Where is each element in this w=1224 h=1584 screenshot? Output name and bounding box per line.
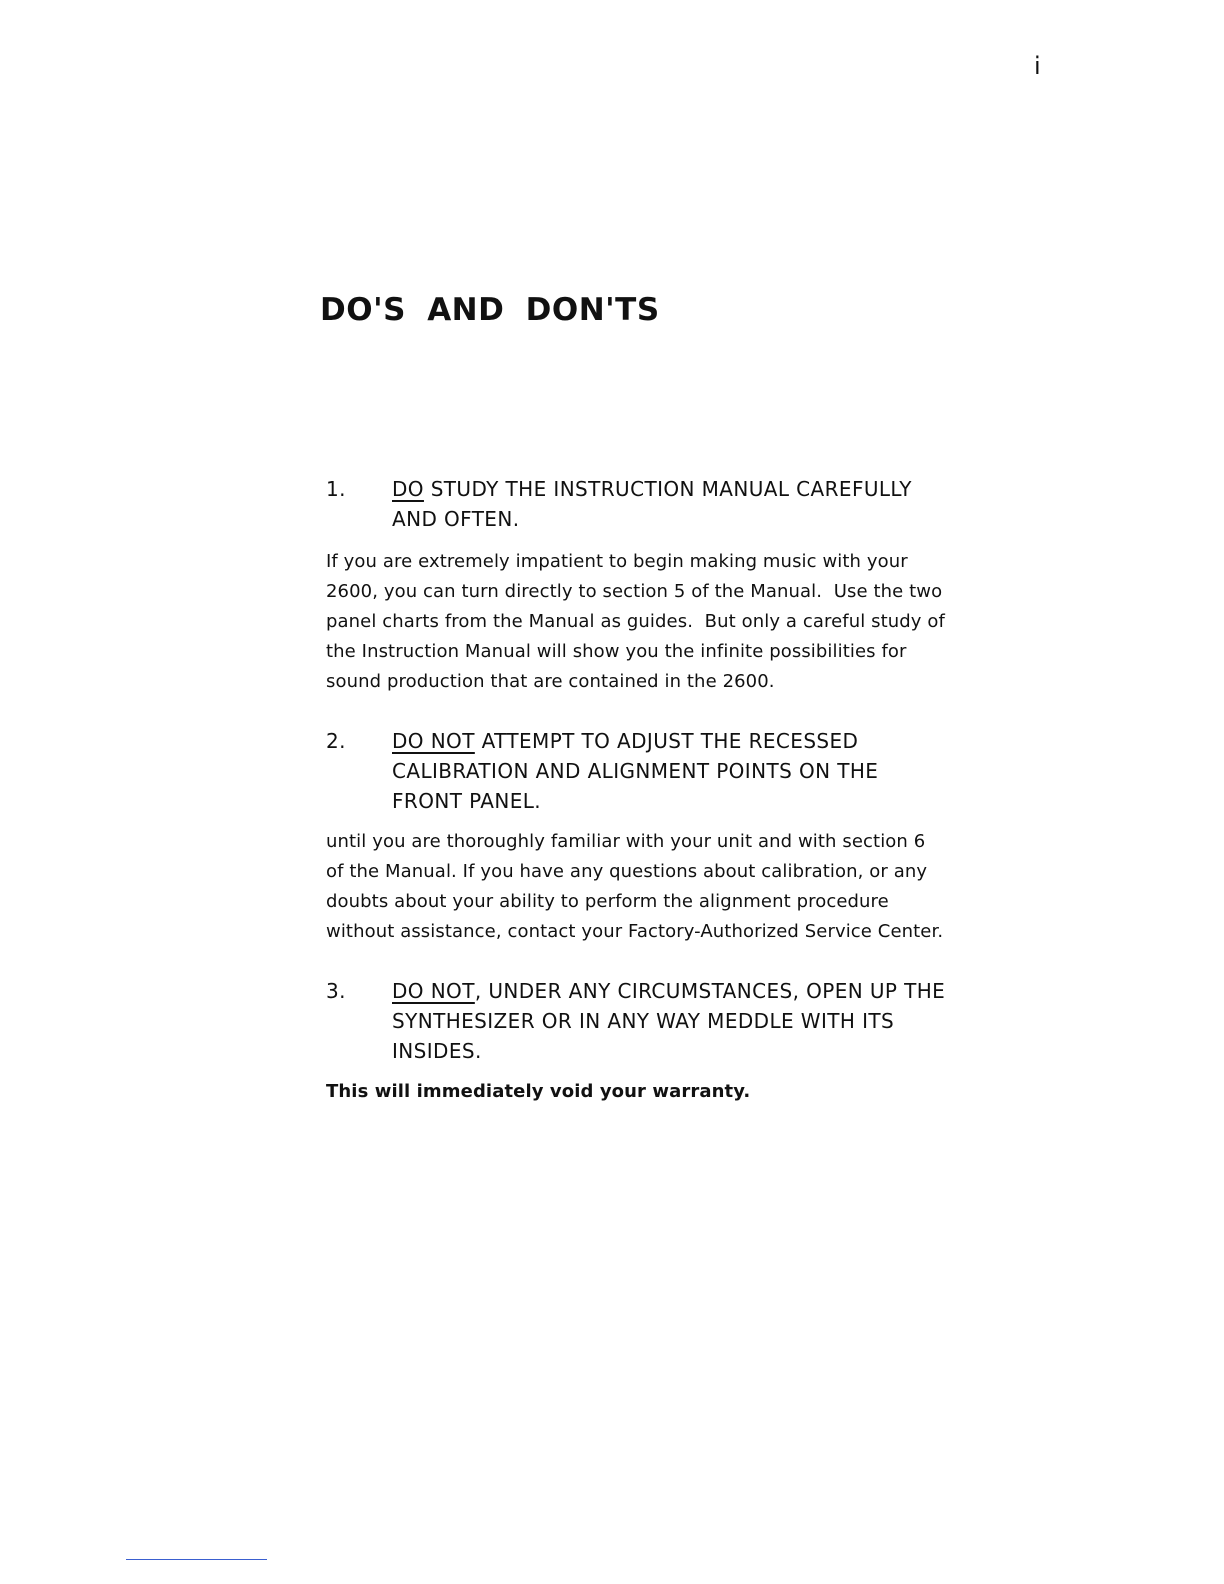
item-number: 2. <box>326 729 346 753</box>
item-number: 3. <box>326 979 346 1003</box>
item-number: 1. <box>326 477 346 501</box>
item-heading <box>326 474 1006 534</box>
item-heading <box>326 976 1006 1066</box>
body-line: until you are thoroughly familiar with your unit and with section 6 <box>326 831 926 852</box>
item-1 <box>326 474 1006 697</box>
item-body <box>326 827 1006 947</box>
emphasis-do-not: DO NOT <box>392 729 475 753</box>
heading-text-line2: CALIBRATION AND ALIGNMENT POINTS ON THE <box>392 759 879 783</box>
body-line: panel charts from the Manual as guides. But only a careful study of <box>326 611 945 632</box>
heading-text: STUDY THE INSTRUCTION MANUAL CAREFULLY <box>423 477 912 501</box>
item-heading <box>326 726 1006 816</box>
footnote-rule <box>126 1559 267 1560</box>
emphasis-do-not: DO NOT <box>392 979 475 1003</box>
page-title: DO'S AND DON'TS <box>320 292 660 328</box>
heading-text-line3: INSIDES. <box>392 1039 482 1063</box>
heading-text: ATTEMPT TO ADJUST THE RECESSED <box>474 729 859 753</box>
body-line: the Instruction Manual will show you the infinite possibilities for <box>326 641 907 662</box>
body-line: of the Manual. If you have any questions about calibration, or any <box>326 861 928 882</box>
body-line: 2600, you can turn directly to section 5 of the Manual. Use the two <box>326 581 943 602</box>
item-body <box>326 547 1006 697</box>
body-line: sound production that are contained in the 2600. <box>326 671 775 692</box>
emphasis-do: DO <box>392 477 424 501</box>
item-3 <box>326 976 1006 1107</box>
body-line: without assistance, contact your Factory-Authorized Service Center. <box>326 921 944 942</box>
body-line: This will immediately void your warranty. <box>326 1081 751 1102</box>
body-line: If you are extremely impatient to begin making music with your <box>326 551 908 572</box>
item-body <box>326 1077 1006 1107</box>
heading-text-line2: SYNTHESIZER OR IN ANY WAY MEDDLE WITH ITS <box>392 1009 895 1033</box>
page-number: i <box>1034 52 1041 80</box>
heading-text: , UNDER ANY CIRCUMSTANCES, OPEN UP THE <box>474 979 946 1003</box>
body-line: doubts about your ability to perform the alignment procedure <box>326 891 889 912</box>
heading-text-line3: FRONT PANEL. <box>392 789 542 813</box>
item-2 <box>326 726 1006 947</box>
heading-text-line2: AND OFTEN. <box>392 507 520 531</box>
